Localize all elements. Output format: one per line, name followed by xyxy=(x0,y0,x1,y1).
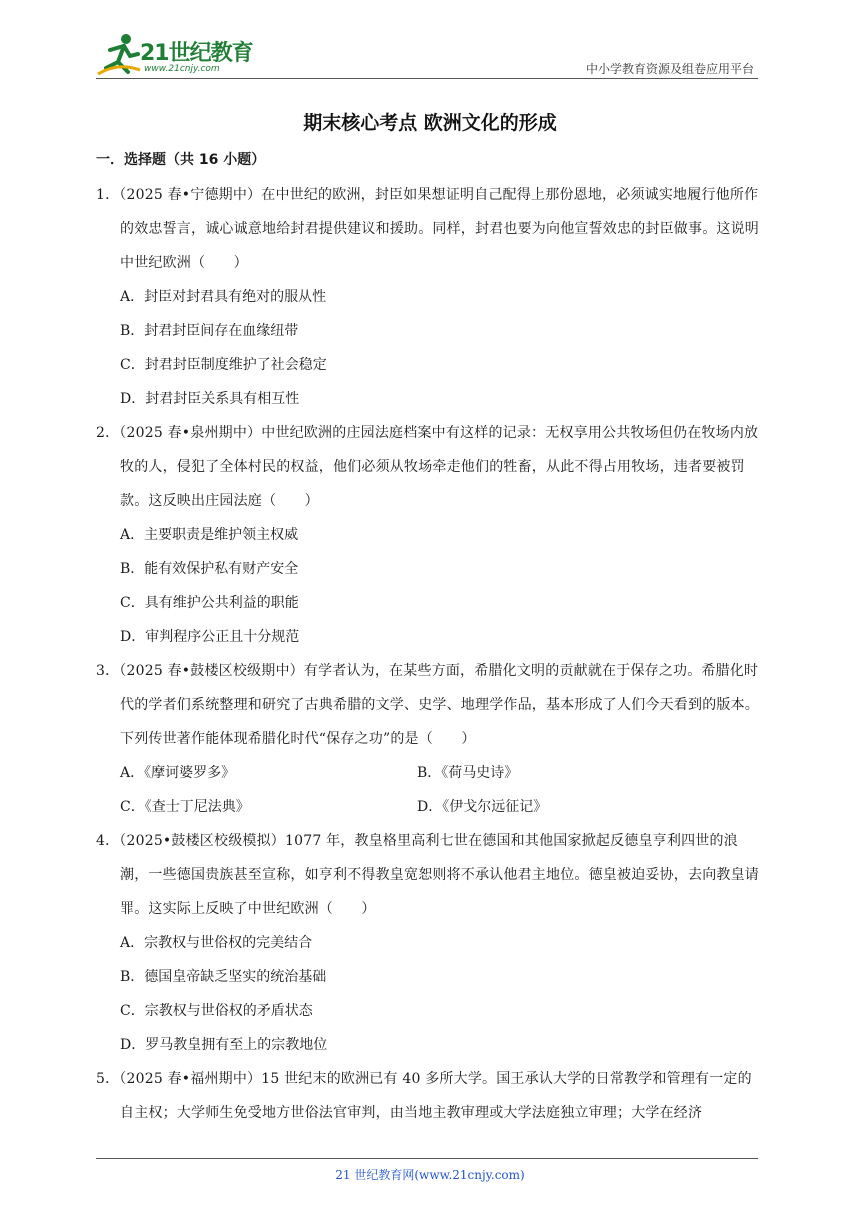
option-c: C．《查士丁尼法典》 xyxy=(120,799,250,815)
header-divider xyxy=(96,78,758,79)
header-platform-text: 中小学教育资源及组卷应用平台 xyxy=(585,62,754,76)
option-a: A．宗教权与世俗权的完美结合 xyxy=(120,935,313,951)
option-b: B．能有效保护私有财产安全 xyxy=(120,561,299,577)
runner-logo-icon xyxy=(96,32,142,78)
question-5 xyxy=(96,1062,764,1130)
option-a: A．主要职责是维护领主权威 xyxy=(120,527,299,543)
question-list xyxy=(96,178,764,1130)
question-1 xyxy=(96,178,764,416)
section-heading: 一．选择题（共 16 小题） xyxy=(96,152,266,168)
question-stem: 3．（2025 春•鼓楼区校级期中）有学者认为，在某些方面，希腊化文明的贡献就在于保存之功。希腊化时代的学者们系统整理和研究了古典希腊的文学、史学、地理学作品，基本形成了人们今天看到的版本。下列传世著作能体现希腊化时代“保存之功”的是（ ） xyxy=(96,663,759,747)
option-d: D．《伊戈尔远征记》 xyxy=(417,799,548,815)
option-c: C．具有维护公共利益的职能 xyxy=(120,595,299,611)
option-b: B．《荷马史诗》 xyxy=(417,765,519,781)
option-d: D．罗马教皇拥有至上的宗教地位 xyxy=(120,1037,328,1053)
question-4 xyxy=(96,824,764,1062)
option-a: A．封臣对封君具有绝对的服从性 xyxy=(120,289,327,305)
page-title: 期末核心考点 欧洲文化的形成 xyxy=(303,112,557,134)
option-d: D．审判程序公正且十分规范 xyxy=(120,629,300,645)
question-3 xyxy=(96,654,764,824)
option-c: C．封君封臣制度维护了社会稳定 xyxy=(120,357,327,373)
page-header xyxy=(96,30,758,80)
option-b: B．封君封臣间存在血缘纽带 xyxy=(120,323,299,339)
footer-link[interactable]: 21 世纪教育网(www.21cnjy.com) xyxy=(335,1168,525,1182)
option-row xyxy=(96,756,764,790)
option-row xyxy=(96,790,764,824)
question-stem: 1．（2025 春•宁德期中）在中世纪的欧洲，封臣如果想证明自己配得上那份恩地，必须诚实地履行他所作的效忠誓言，诚心诚意地给封君提供建议和援助。同样，封君也要为向他宣誓效忠的封臣做事。这说明中世纪欧洲（ ） xyxy=(96,187,759,271)
logo-text: 21世纪教育 xyxy=(140,41,253,66)
option-d: D．封君封臣关系具有相互性 xyxy=(120,391,300,407)
option-b: B．德国皇帝缺乏坚实的统治基础 xyxy=(120,969,327,985)
logo-url: www.21cnjy.com xyxy=(144,64,220,74)
option-c: C．宗教权与世俗权的矛盾状态 xyxy=(120,1003,313,1019)
question-stem: 5．（2025 春•福州期中）15 世纪末的欧洲已有 40 多所大学。国王承认大学的日常教学和管理有一定的自主权；大学师生免受地方世俗法官审判，由当地主教审理或大学法庭独立审理；大学在经济 xyxy=(96,1071,752,1121)
question-stem: 4．（2025•鼓楼区校级模拟）1077 年，教皇格里高利七世在德国和其他国家掀起反德皇亨利四世的浪潮，一些德国贵族甚至宣称，如亨利不得教皇宽恕则将不承认他君主地位。德皇被迫妥协，去向教皇请罪。这实际上反映了中世纪欧洲（ ） xyxy=(96,833,759,917)
question-2 xyxy=(96,416,764,654)
question-stem: 2．（2025 春•泉州期中）中世纪欧洲的庄园法庭档案中有这样的记录：无权享用公共牧场但仍在牧场内放牧的人，侵犯了全体村民的权益，他们必须从牧场牵走他们的牲畜，从此不得占用牧场，违者要被罚款。这反映出庄园法庭（ ） xyxy=(96,425,759,509)
footer-divider xyxy=(96,1158,758,1159)
option-a: A．《摩诃婆罗多》 xyxy=(120,765,236,781)
site-logo[interactable] xyxy=(96,30,266,80)
